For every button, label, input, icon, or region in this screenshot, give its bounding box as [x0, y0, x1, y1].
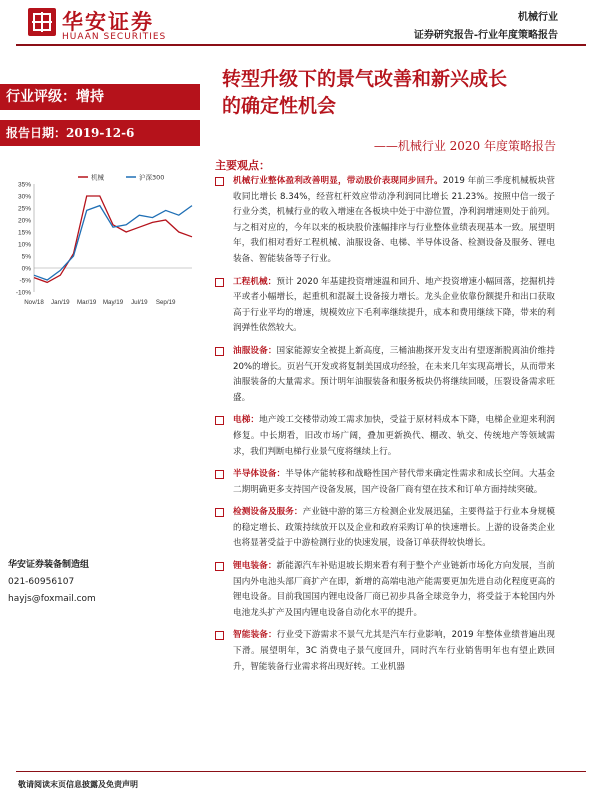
x-tick-label: Nov/18 [24, 299, 44, 306]
y-tick-label: 25% [17, 205, 31, 213]
square-bullet-icon [215, 562, 224, 571]
y-tick-label: -5% [19, 277, 31, 285]
report-title-line2: 的确定性机会 [222, 95, 337, 117]
paragraph-text: 产业链中游的第三方检测企业发展迅猛，主要得益于行业本身规模的稳定增长、政策持续放开以及企业和政府采购订单的快速增长。上游的设备类企业也将显著受益于中游检测行业的快速发展，设备订单获得较快增长。 [233, 507, 555, 549]
paragraph-lead: 机械行业整体盈利改善明显，带动股价表现同步回升。 [233, 176, 443, 186]
performance-chart [0, 170, 200, 315]
square-bullet-icon [215, 470, 224, 479]
x-tick-label: Mar/19 [77, 299, 97, 306]
report-title-line1: 转型升级下的景气改善和新兴成长 [222, 68, 508, 90]
paragraph-text: 地产竣工交楼带动竣工需求加快，受益于原材料成本下降，电梯企业迎来利润修复。中长期看，旧改市场广阔，叠加更新换代、棚改、轨交、传统地产等领域需求，我们判断电梯行业景气度将继续上行。 [233, 415, 555, 457]
contact-name: 华安证券装备制造组 [8, 560, 90, 570]
square-bullet-icon [215, 631, 224, 640]
y-tick-label: -10% [15, 289, 31, 297]
y-tick-label: 10% [17, 241, 31, 249]
paragraph-text: 预计 2020 年基建投资增速温和回升、地产投资增速小幅回落，挖掘机持平或者小幅增长，起重机和混凝土设备接力增长。龙头企业依靠份额提升和出口获取高于行业平均的增速，规模效应下毛利率继续提升，成本和费用继续下降，带来的利润弹性依然较大。 [233, 276, 555, 334]
key-point-paragraph [215, 344, 555, 406]
paragraph-text: 新能源汽车补贴退坡长期来看有利于整个产业链新市场化方向发展，当前国内外电池头部厂商扩产在即，新增的高端电池产能需要更加先进自动化程度更高的锂电设备。目前我国国内锂电设备厂商已初步具备全球竞争力，将受益于本轮国内外电池龙头扩产及国内锂电设备自动化水平的提升。 [233, 561, 555, 618]
report-title [222, 66, 592, 120]
key-point-paragraph [215, 275, 555, 337]
square-bullet-icon [215, 177, 224, 186]
y-tick-label: 5% [21, 253, 31, 261]
series-line [34, 206, 192, 280]
x-tick-label: Sep/19 [155, 299, 176, 306]
date-band: 报告日期：2019-12-6 [0, 120, 200, 146]
rating-band: 行业评级：增持 [0, 84, 200, 110]
key-point-paragraph [215, 559, 555, 621]
paragraph-lead: 锂电装备： [233, 561, 277, 572]
square-bullet-icon [215, 278, 224, 287]
x-tick-label: Jan/19 [51, 299, 70, 306]
y-tick-label: 0% [21, 265, 31, 273]
huaan-logo-icon [28, 8, 56, 36]
report-type-label: 证券研究报告-行业年度策略报告 [413, 30, 558, 41]
contact-phone: 021-60956107 [8, 577, 75, 587]
paragraph-lead: 智能装备： [233, 630, 277, 641]
footer-disclaimer: 敬请阅读末页信息披露及免责声明 [18, 780, 138, 789]
paragraph-lead: 工程机械： [233, 276, 277, 287]
legend-label: 沪深300 [139, 173, 165, 182]
y-tick-label: 35% [17, 181, 31, 189]
x-tick-label: May/19 [102, 299, 124, 306]
report-subtitle: ——机械行业 2020 年度策略报告 [373, 139, 556, 153]
paragraph-lead: 电梯： [233, 415, 260, 426]
key-point-paragraph [215, 505, 555, 552]
paragraph-text: 国家能源安全被提上新高度，三桶油勘探开发支出有望逐渐脱离油价维持 20%的增长。页岩气开发或将复制美国成功经验，在未来几年实现高增长，从而带来油服装备的大量需求。预计明年油服装备和服务板块仍将继续回暖，压裂设备需求旺盛。 [233, 345, 555, 403]
key-point-paragraph [215, 467, 555, 498]
key-point-paragraph [215, 413, 555, 460]
x-tick-label: Jul/19 [131, 299, 148, 306]
logo-chinese-name: 华安证券 [62, 9, 154, 34]
paragraph-lead: 油服设备： [233, 345, 277, 356]
logo-english-name: HUAAN SECURITIES [62, 32, 167, 42]
paragraph-text: 行业受下游需求不景气尤其是汽车行业影响，2019 年整体业绩普遍出现下滑。展望明年，3C 消费电子景气度回升，同时汽车行业销售明年也有望止跌回升，智能装备行业需求将出现好转。工业机器 [233, 630, 555, 672]
series-line [34, 196, 192, 282]
contact-email[interactable]: hayjs@foxmail.com [8, 594, 96, 604]
key-point-paragraph [215, 628, 555, 675]
paragraph-text: 半导体产能转移和战略性国产替代带来确定性需求和成长空间。大基金二期明确更多支持国产设备发展，国产设备厂商有望在技术和订单方面持续突破。 [233, 469, 555, 495]
square-bullet-icon [215, 416, 224, 425]
paragraph-lead: 半导体设备： [233, 469, 286, 480]
paragraph-lead: 检测设备及服务： [233, 507, 303, 518]
square-bullet-icon [215, 508, 224, 517]
square-bullet-icon [215, 347, 224, 356]
chart-svg [0, 170, 200, 315]
footer-divider [16, 771, 586, 772]
sidebar [0, 84, 200, 146]
y-tick-label: 30% [17, 193, 31, 201]
y-tick-label: 15% [17, 229, 31, 237]
page-header [0, 0, 600, 60]
key-point-paragraph [215, 174, 555, 268]
main-content [215, 157, 555, 675]
header-divider [16, 44, 586, 46]
industry-label: 机械行业 [518, 12, 558, 23]
legend-label: 机械 [91, 173, 104, 182]
y-tick-label: 20% [17, 217, 31, 225]
paragraph-text: 2019 年前三季度机械板块营收同比增长 8.34%，经营杠杆效应带动净利润同比增长 21.23%。按照中信一级子行业分类，机械行业的收入增速在各板块中处于中游位置，净利润增速则处于前列。与之相对应的，今年以来的板块股价涨幅排序与行业整体业绩表现基本一致。展望明年，我们相对看好工程机械、油服设备、电梯、半导体设备、检测设备及服务、锂电装备、智能装备等子行业。 [233, 176, 555, 264]
contact-block [8, 557, 96, 608]
key-points-label: 主要观点： [215, 159, 270, 172]
